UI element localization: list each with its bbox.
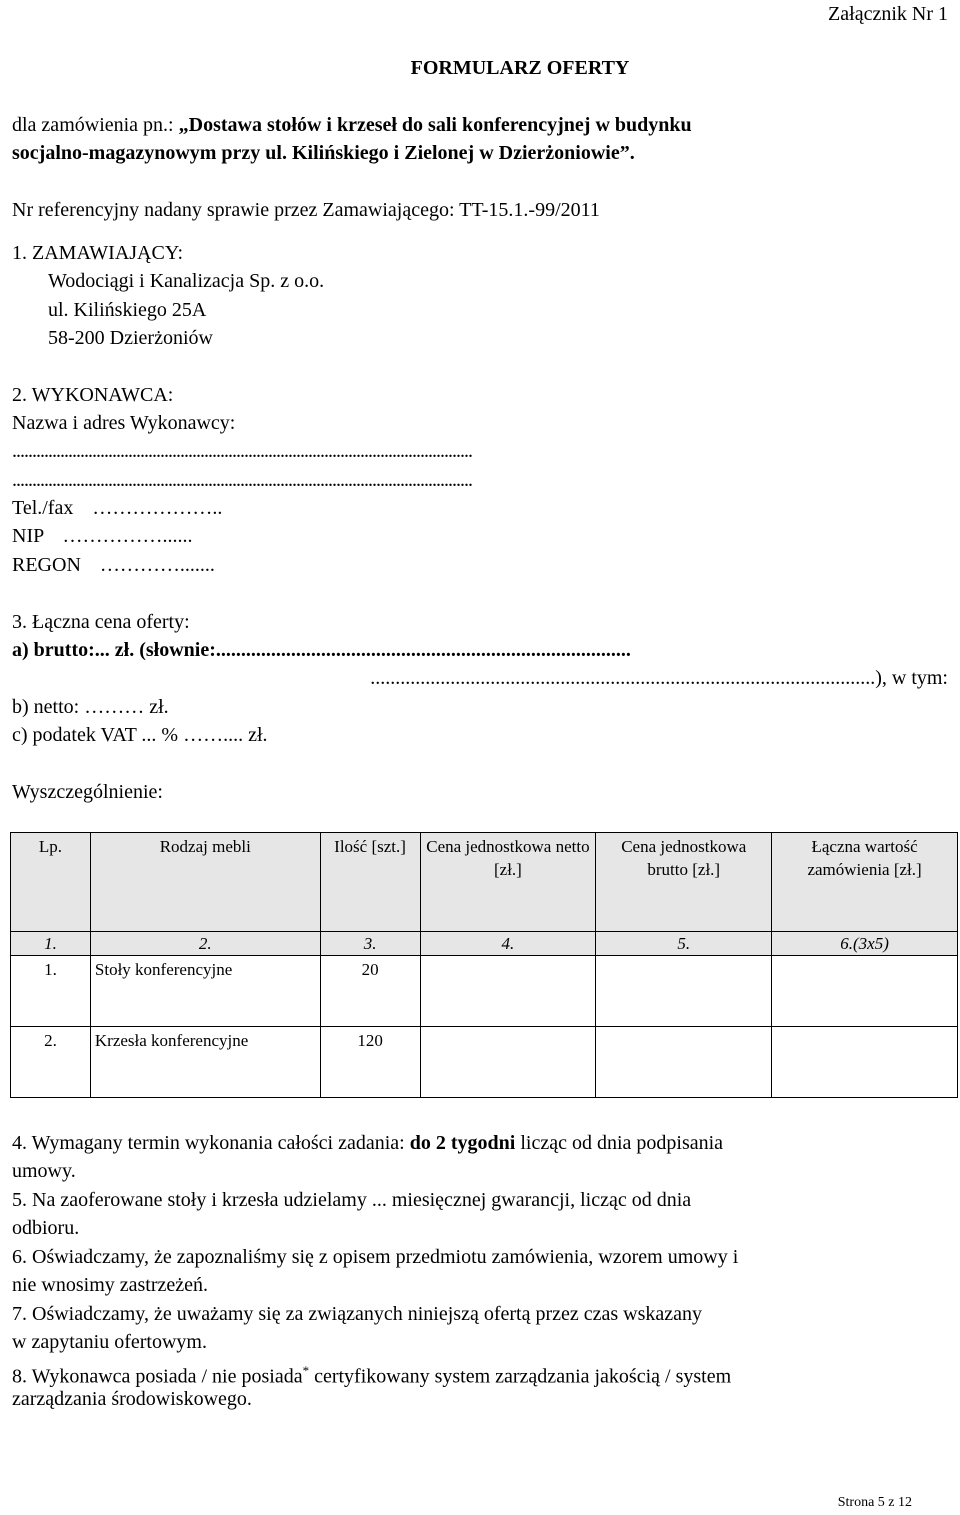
header-quantity: Ilość [szt.] <box>320 833 420 932</box>
section3-heading: 3. Łączna cena oferty: <box>12 611 190 633</box>
nip-label: NIP <box>12 525 44 547</box>
contractor-name-field-2[interactable]: ................................................................................................................... <box>12 469 472 491</box>
point-4-deadline: do 2 tygodni <box>409 1132 516 1154</box>
point-6-line-2: nie wnosimy zastrzeżeń. <box>12 1274 209 1296</box>
row-lp: 1. <box>11 956 91 1027</box>
orderer-street: ul. Kilińskiego 25A <box>48 299 207 321</box>
telfax-field[interactable]: ……………….. <box>92 497 223 519</box>
regon-label: REGON <box>12 554 81 576</box>
contractor-name-field-1[interactable]: ................................................................................................................... <box>12 440 472 462</box>
column-number: 5. <box>596 932 772 956</box>
telfax-label: Tel./fax <box>12 497 74 519</box>
intro-prefix: dla zamówienia pn.: <box>12 114 179 136</box>
intro-line-1 <box>12 111 948 139</box>
row-quantity: 120 <box>320 1027 420 1098</box>
row-furniture-name: Krzesła konferencyjne <box>90 1027 320 1098</box>
table-row <box>11 956 958 1027</box>
point-4-line-2: umowy. <box>12 1160 76 1182</box>
point-7-line-2: w zapytaniu ofertowym. <box>12 1331 207 1353</box>
vat-line[interactable]: c) podatek VAT ... % …….... zł. <box>12 724 268 746</box>
header-lp: Lp. <box>11 833 91 932</box>
nip-field[interactable]: ……………...... <box>62 525 193 547</box>
orderer-city: 58-200 Dzierżoniów <box>48 327 213 349</box>
reference-number: Nr referencyjny nadany sprawie przez Zamawiającego: TT-15.1.-99/2011 <box>12 199 600 221</box>
column-number: 4. <box>420 932 596 956</box>
point-8-text: 8. Wykonawca posiada / nie posiada <box>12 1365 303 1388</box>
column-number: 3. <box>320 932 420 956</box>
regon-field[interactable]: …………....... <box>99 554 215 576</box>
row-unit-net-price-cell[interactable] <box>420 956 596 1027</box>
contractor-name-label: Nazwa i adres Wykonawcy: <box>12 412 236 434</box>
section1-heading: 1. ZAMAWIAJĄCY: <box>12 242 183 264</box>
orderer-name: Wodociągi i Kanalizacja Sp. z o.o. <box>48 270 325 292</box>
point-5-line-2: odbioru. <box>12 1217 80 1239</box>
header-unit-gross-price: Cena jednostkowa brutto [zł.] <box>596 833 772 932</box>
intro-title-part2: socjalno-magazynowym przy ul. Kilińskiego i Zielonej w Dzierżoniowie”. <box>12 142 635 164</box>
telfax-row <box>12 494 222 522</box>
point-8-line-2: zarządzania środowiskowego. <box>12 1388 252 1410</box>
specification-heading: Wyszczególnienie: <box>12 781 163 803</box>
specification-table <box>10 832 958 1098</box>
table-row <box>11 1027 958 1098</box>
point-4-text-end: licząc od dnia podpisania <box>515 1132 724 1154</box>
column-number: 6.(3x5) <box>772 932 958 956</box>
row-total-value-cell[interactable] <box>772 1027 958 1098</box>
nip-row <box>12 522 192 550</box>
header-furniture-type: Rodzaj mebli <box>90 833 320 932</box>
row-total-value-cell[interactable] <box>772 956 958 1027</box>
netto-line[interactable]: b) netto: ……… zł. <box>12 696 169 718</box>
point-5-line-1[interactable]: 5. Na zaoferowane stoły i krzesła udzielamy ... miesięcznej gwarancji, licząc od dnia <box>12 1189 692 1211</box>
brutto-line-continuation[interactable]: .....................................................................................................), w tym: <box>370 667 948 689</box>
row-unit-gross-price-cell[interactable] <box>596 1027 772 1098</box>
table-header-row <box>11 833 958 932</box>
regon-row <box>12 551 215 579</box>
point-7-line-1: 7. Oświadczamy, że uważamy się za związanych niniejszą ofertą przez czas wskazany <box>12 1303 703 1325</box>
section2-heading: 2. WYKONAWCA: <box>12 384 174 406</box>
table-column-numbers-row <box>11 932 958 956</box>
point-8-text-end: certyfikowany system zarządzania jakością / system <box>309 1365 732 1388</box>
column-number: 1. <box>11 932 91 956</box>
point-4-line-1 <box>12 1129 723 1157</box>
header-unit-net-price: Cena jednostkowa netto [zł.] <box>420 833 596 932</box>
point-6-line-1: 6. Oświadczamy, że zapoznaliśmy się z opisem przedmiotu zamówienia, wzorem umowy i <box>12 1246 739 1268</box>
row-lp: 2. <box>11 1027 91 1098</box>
attachment-label: Załącznik Nr 1 <box>828 3 948 25</box>
point-4-text: 4. Wymagany termin wykonania całości zadania: <box>12 1132 410 1154</box>
page-title: FORMULARZ OFERTY <box>410 57 630 79</box>
header-total-value: Łączna wartość zamówienia [zł.] <box>772 833 958 932</box>
row-unit-gross-price-cell[interactable] <box>596 956 772 1027</box>
brutto-line[interactable]: a) brutto:... zł. (słownie:................................................................................... <box>12 639 631 661</box>
row-unit-net-price-cell[interactable] <box>420 1027 596 1098</box>
row-quantity: 20 <box>320 956 420 1027</box>
row-furniture-name: Stoły konferencyjne <box>90 956 320 1027</box>
column-number: 2. <box>90 932 320 956</box>
footnote-marker: * <box>302 1363 310 1378</box>
intro-title-part1: „Dostawa stołów i krzeseł do sali konferencyjnej w budynku <box>178 114 692 136</box>
page-number: Strona 5 z 12 <box>837 1495 912 1510</box>
